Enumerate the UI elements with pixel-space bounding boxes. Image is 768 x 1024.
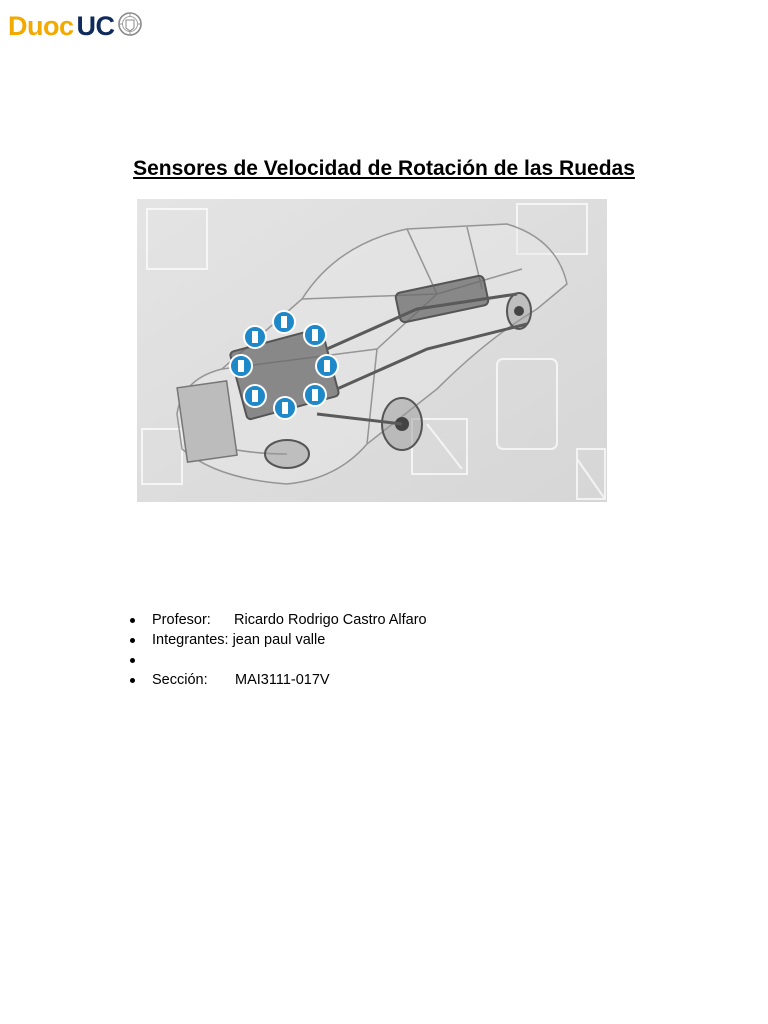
- profesor-label: Profesor:: [152, 612, 211, 628]
- car-sensor-illustration-icon: [137, 199, 607, 502]
- logo-duoc-text: Duoc: [8, 11, 74, 41]
- list-item-seccion: [128, 670, 427, 690]
- profesor-value: Ricardo Rodrigo Castro Alfaro: [234, 612, 427, 628]
- list-item-empty: [128, 650, 427, 670]
- integrantes-label: Integrantes:: [152, 632, 229, 648]
- seccion-value: MAI3111-017V: [235, 672, 330, 688]
- details-list: [128, 610, 427, 690]
- bullet: [130, 658, 135, 663]
- bullet: [130, 618, 135, 623]
- page-title: Sensores de Velocidad de Rotación de las Ruedas: [133, 157, 635, 180]
- seccion-label: Sección:: [152, 672, 208, 688]
- list-item-profesor: [128, 610, 427, 630]
- car-sensor-figure: [137, 199, 607, 502]
- duocuc-logo: [8, 8, 143, 44]
- university-seal-icon: [117, 9, 143, 44]
- bullet: [130, 678, 135, 683]
- list-item-integrantes: [128, 630, 427, 650]
- integrantes-value: jean paul valle: [232, 632, 326, 648]
- logo-uc-text: UC: [76, 11, 115, 41]
- bullet: [130, 638, 135, 643]
